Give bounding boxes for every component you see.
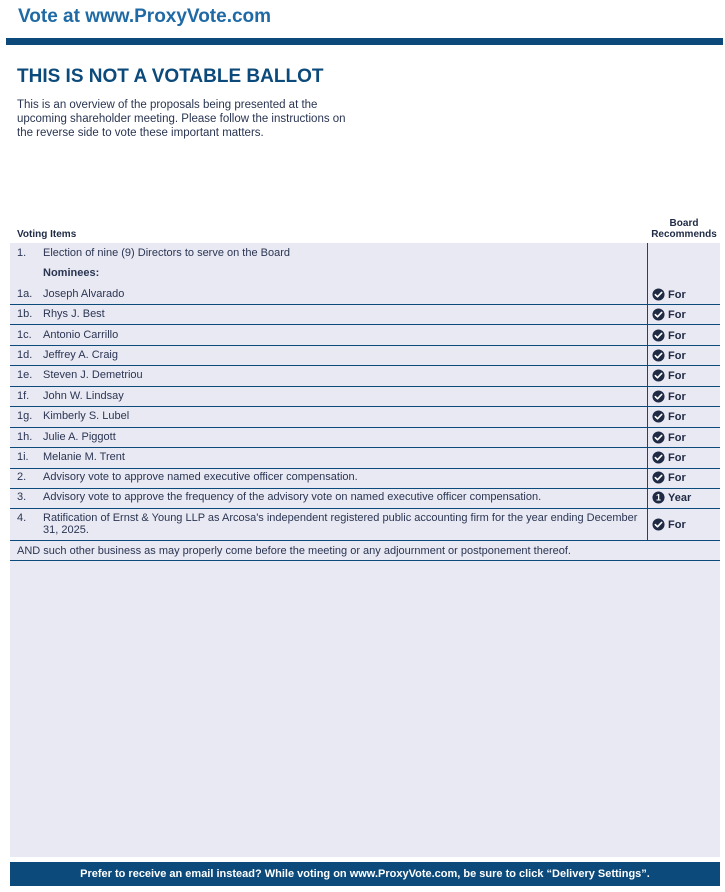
board-recommendation <box>652 431 686 444</box>
recommendation-label: For <box>668 471 686 484</box>
row-divider <box>10 447 720 448</box>
board-recommendation <box>652 390 686 403</box>
item-number: 1c. <box>17 329 32 341</box>
item-number: 1h. <box>17 431 33 443</box>
board-recommendation <box>652 288 686 301</box>
check-circle-icon <box>652 518 665 531</box>
voting-items-header: Voting Items <box>17 229 77 240</box>
check-circle-icon <box>652 329 665 342</box>
recommendation-label: For <box>668 451 686 464</box>
item-number: 1g. <box>17 410 33 422</box>
recommendation-label: For <box>668 390 686 403</box>
check-circle-icon <box>652 390 665 403</box>
item-text: John W. Lindsay <box>43 390 124 402</box>
recommendation-label: For <box>668 308 686 321</box>
svg-text:1: 1 <box>656 492 661 503</box>
ballot-heading: THIS IS NOT A VOTABLE BALLOT <box>17 66 324 87</box>
item-text: Advisory vote to approve the frequency of the advisory vote on named executive officer compensation. <box>43 491 542 503</box>
item-number: 1i. <box>17 451 29 463</box>
recommendation-label: For <box>668 349 686 362</box>
recommendation-label: For <box>668 369 686 382</box>
header-title: Vote at www.ProxyVote.com <box>18 6 272 27</box>
row-divider <box>10 508 720 509</box>
board-recommendation <box>652 471 686 484</box>
item-number: 1. <box>17 247 27 259</box>
row-divider <box>10 468 720 469</box>
row-divider <box>10 324 720 325</box>
item-text: Antonio Carrillo <box>43 329 119 341</box>
item-number: 1d. <box>17 349 33 361</box>
row-divider <box>10 560 720 561</box>
item-number: 3. <box>17 491 27 503</box>
item-text: Advisory vote to approve named executive officer compensation. <box>43 471 358 483</box>
board-recommendation <box>652 329 686 342</box>
check-circle-icon <box>652 431 665 444</box>
row-divider <box>10 304 720 305</box>
board-recommendation <box>652 349 686 362</box>
item-text: Steven J. Demetriou <box>43 369 143 381</box>
intro-text: This is an overview of the proposals being presented at the upcoming shareholder meeting. Please follow the instructions on the reverse side to vote these important matters. <box>17 99 346 139</box>
item-text: Julie A. Piggott <box>43 431 116 443</box>
other-business-text: AND such other business as may properly come before the meeting or any adjournment or postponement thereof. <box>17 545 571 557</box>
board-recommends-line1: Board <box>669 218 699 229</box>
board-recommendation <box>652 518 686 531</box>
row-divider <box>10 345 720 346</box>
item-number: 1f. <box>17 390 30 402</box>
row-divider <box>10 540 720 541</box>
board-recommends-line2: Recommends <box>651 229 717 240</box>
item-number: 1a. <box>17 288 33 300</box>
item-number: 4. <box>17 512 27 524</box>
recommendation-label: Year <box>668 491 692 504</box>
header-divider <box>6 38 723 45</box>
item-text: Rhys J. Best <box>43 308 105 320</box>
recommendation-label: For <box>668 518 686 531</box>
board-recommendation <box>652 308 686 321</box>
recommendation-label: For <box>668 329 686 342</box>
one-circle-icon <box>652 491 665 504</box>
recommendation-column-divider <box>647 243 648 541</box>
check-circle-icon <box>652 288 665 301</box>
board-recommendation <box>652 410 686 423</box>
item-number: 1b. <box>17 308 33 320</box>
item-number: 1e. <box>17 369 33 381</box>
check-circle-icon <box>652 369 665 382</box>
check-circle-icon <box>652 471 665 484</box>
item-text: Jeffrey A. Craig <box>43 349 118 361</box>
board-recommends-header <box>646 218 722 240</box>
recommendation-label: For <box>668 288 686 301</box>
row-divider <box>10 386 720 387</box>
board-recommendation <box>652 369 686 382</box>
item-text: Election of nine (9) Directors to serve on the Board <box>43 247 291 259</box>
item-text: Kimberly S. Lubel <box>43 410 130 422</box>
item-number: 2. <box>17 471 27 483</box>
item-text: Ratification of Ernst & Young LLP as Arcosa's independent registered public accounting firm for the year ending December 31, 2025. <box>43 512 638 536</box>
check-circle-icon <box>652 451 665 464</box>
item-text: Joseph Alvarado <box>43 288 125 300</box>
check-circle-icon <box>652 349 665 362</box>
row-divider <box>10 427 720 428</box>
recommendation-label: For <box>668 410 686 423</box>
recommendation-label: For <box>668 431 686 444</box>
nominees-label: Nominees: <box>43 267 100 279</box>
row-divider <box>10 488 720 489</box>
board-recommendation <box>652 451 686 464</box>
footer-banner: Prefer to receive an email instead? While voting on www.ProxyVote.com, be sure to click “Delivery Settings”. <box>10 862 720 886</box>
row-divider <box>10 406 720 407</box>
board-recommendation <box>652 491 691 504</box>
row-divider <box>10 365 720 366</box>
item-text: Melanie M. Trent <box>43 451 125 463</box>
check-circle-icon <box>652 308 665 321</box>
check-circle-icon <box>652 410 665 423</box>
